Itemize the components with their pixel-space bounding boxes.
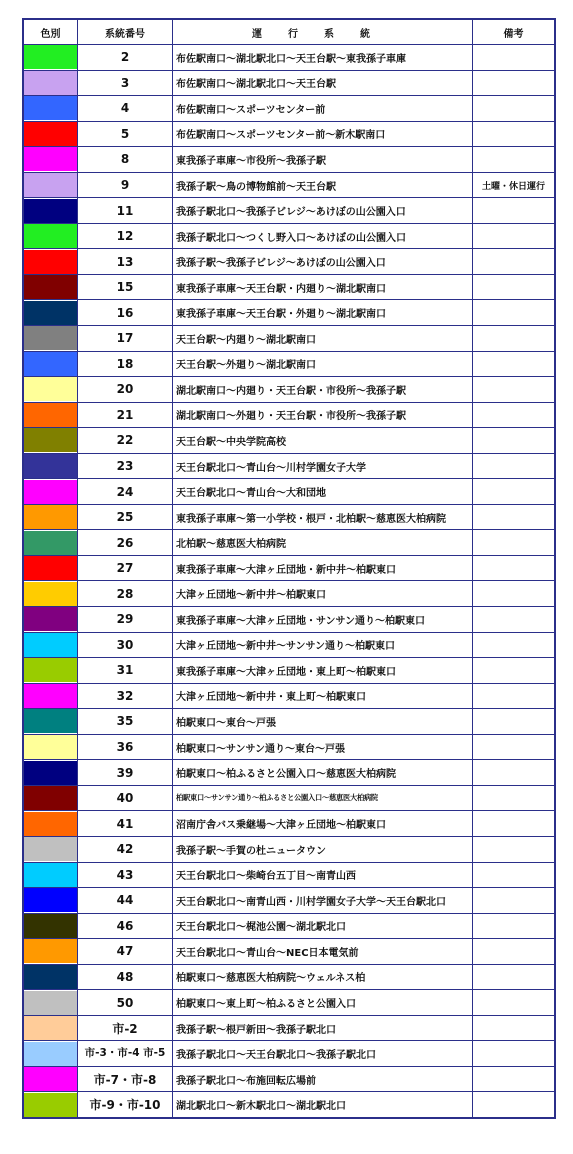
route-note xyxy=(473,632,556,658)
table-row xyxy=(23,913,555,939)
color-swatch xyxy=(24,173,77,197)
color-swatch-cell xyxy=(23,121,78,147)
color-swatch xyxy=(24,352,77,376)
route-note xyxy=(473,402,556,428)
route-note xyxy=(473,198,556,224)
table-row xyxy=(23,1092,555,1118)
route-number: 35 xyxy=(78,709,173,735)
table-row xyxy=(23,632,555,658)
table-row xyxy=(23,172,555,198)
color-swatch-cell xyxy=(23,913,78,939)
route-number: 市-7・市-8 xyxy=(78,1066,173,1092)
route-note xyxy=(473,351,556,377)
route-number: 31 xyxy=(78,658,173,684)
route-note xyxy=(473,300,556,326)
table-row xyxy=(23,428,555,454)
route-description: 天王台駅北口～青山台～大和団地 xyxy=(173,479,473,505)
color-swatch-cell xyxy=(23,836,78,862)
color-swatch-cell xyxy=(23,811,78,837)
route-number: 30 xyxy=(78,632,173,658)
route-number: 2 xyxy=(78,45,173,71)
table-row xyxy=(23,581,555,607)
color-swatch-cell xyxy=(23,530,78,556)
color-swatch-cell xyxy=(23,504,78,530)
route-number: 42 xyxy=(78,836,173,862)
route-description: 布佐駅南口～湖北駅北口～天王台駅 xyxy=(173,70,473,96)
color-swatch xyxy=(24,147,77,171)
color-swatch xyxy=(24,505,77,529)
route-note xyxy=(473,760,556,786)
color-swatch xyxy=(24,556,77,580)
route-note xyxy=(473,147,556,173)
color-swatch xyxy=(24,658,77,682)
color-swatch-cell xyxy=(23,428,78,454)
route-number: 17 xyxy=(78,326,173,352)
route-description: 天王台駅北口～青山台～NEC日本電気前 xyxy=(173,939,473,965)
color-swatch-cell xyxy=(23,147,78,173)
color-swatch-cell xyxy=(23,300,78,326)
route-note xyxy=(473,709,556,735)
color-swatch-cell xyxy=(23,326,78,352)
color-swatch-cell xyxy=(23,888,78,914)
color-swatch-cell xyxy=(23,70,78,96)
route-number: 29 xyxy=(78,607,173,633)
table-row xyxy=(23,862,555,888)
route-number: 28 xyxy=(78,581,173,607)
route-description: 大津ヶ丘団地～新中井～柏駅東口 xyxy=(173,581,473,607)
route-description: 布佐駅南口～スポーツセンター前～新木駅南口 xyxy=(173,121,473,147)
color-swatch xyxy=(24,633,77,657)
table-row xyxy=(23,223,555,249)
route-number: 40 xyxy=(78,785,173,811)
color-swatch-cell xyxy=(23,1015,78,1041)
table-row xyxy=(23,607,555,633)
route-note xyxy=(473,607,556,633)
table-row xyxy=(23,351,555,377)
table-body xyxy=(23,45,555,1118)
route-description: 柏駅東口～柏ふるさと公園入口～慈恵医大柏病院 xyxy=(173,760,473,786)
route-number: 16 xyxy=(78,300,173,326)
table-row xyxy=(23,198,555,224)
color-swatch xyxy=(24,122,77,146)
color-swatch xyxy=(24,991,77,1015)
route-number: 12 xyxy=(78,223,173,249)
color-swatch xyxy=(24,607,77,631)
route-number: 市-9・市-10 xyxy=(78,1092,173,1118)
color-swatch xyxy=(24,96,77,120)
color-swatch-cell xyxy=(23,964,78,990)
route-note xyxy=(473,964,556,990)
route-note xyxy=(473,913,556,939)
color-swatch xyxy=(24,1042,77,1066)
route-description: 我孫子駅北口～天王台駅北口～我孫子駅北口 xyxy=(173,1041,473,1067)
color-swatch-cell xyxy=(23,1041,78,1067)
route-note xyxy=(473,734,556,760)
table-row xyxy=(23,121,555,147)
route-description: 東我孫子車庫～大津ヶ丘団地・サンサン通り～柏駅東口 xyxy=(173,607,473,633)
route-number: 21 xyxy=(78,402,173,428)
header-note: 備考 xyxy=(473,19,556,45)
route-note xyxy=(473,683,556,709)
route-table xyxy=(22,18,556,1119)
table-row xyxy=(23,734,555,760)
color-swatch-cell xyxy=(23,198,78,224)
route-description: 東我孫子車庫～大津ヶ丘団地・新中井～柏駅東口 xyxy=(173,555,473,581)
color-swatch-cell xyxy=(23,96,78,122)
route-note xyxy=(473,249,556,275)
route-note xyxy=(473,274,556,300)
table-row xyxy=(23,555,555,581)
header-route: 運行系統 xyxy=(173,19,473,45)
route-number: 市-2 xyxy=(78,1015,173,1041)
table-row xyxy=(23,888,555,914)
route-number: 13 xyxy=(78,249,173,275)
route-number: 39 xyxy=(78,760,173,786)
color-swatch xyxy=(24,403,77,427)
route-description: 東我孫子車庫～天王台駅・外廻り～湖北駅南口 xyxy=(173,300,473,326)
route-number: 18 xyxy=(78,351,173,377)
color-swatch-cell xyxy=(23,862,78,888)
route-description: 柏駅東口～サンサン通り～柏ふるさと公園入口～慈恵医大柏病院 xyxy=(173,785,473,811)
table-row xyxy=(23,785,555,811)
color-swatch xyxy=(24,480,77,504)
color-swatch xyxy=(24,224,77,248)
route-note xyxy=(473,1066,556,1092)
table-row xyxy=(23,990,555,1016)
color-swatch xyxy=(24,837,77,861)
route-description: 柏駅東口～東上町～柏ふるさと公園入口 xyxy=(173,990,473,1016)
route-note xyxy=(473,581,556,607)
route-note xyxy=(473,658,556,684)
color-swatch xyxy=(24,301,77,325)
route-description: 東我孫子車庫～市役所～我孫子駅 xyxy=(173,147,473,173)
color-swatch xyxy=(24,709,77,733)
route-description: 布佐駅南口～スポーツセンター前 xyxy=(173,96,473,122)
color-swatch xyxy=(24,377,77,401)
color-swatch xyxy=(24,275,77,299)
color-swatch xyxy=(24,326,77,350)
color-swatch-cell xyxy=(23,274,78,300)
table-row xyxy=(23,479,555,505)
route-description: 天王台駅～外廻り～湖北駅南口 xyxy=(173,351,473,377)
route-number: 5 xyxy=(78,121,173,147)
route-number: 48 xyxy=(78,964,173,990)
route-note xyxy=(473,504,556,530)
route-note xyxy=(473,811,556,837)
color-swatch xyxy=(24,863,77,887)
route-note xyxy=(473,530,556,556)
route-description: 我孫子駅北口～つくし野入口～あけぼの山公園入口 xyxy=(173,223,473,249)
route-description: 我孫子駅～鳥の博物館前～天王台駅 xyxy=(173,172,473,198)
table-row xyxy=(23,939,555,965)
route-number: 20 xyxy=(78,377,173,403)
route-number: 4 xyxy=(78,96,173,122)
route-description: 我孫子駅～我孫子ビレジ～あけぼの山公園入口 xyxy=(173,249,473,275)
route-note xyxy=(473,1092,556,1118)
route-note xyxy=(473,45,556,71)
route-number: 26 xyxy=(78,530,173,556)
color-swatch xyxy=(24,761,77,785)
route-note: 土曜・休日運行 xyxy=(473,172,556,198)
color-swatch-cell xyxy=(23,223,78,249)
route-description: 大津ヶ丘団地～新中井～サンサン通り～柏駅東口 xyxy=(173,632,473,658)
table-row xyxy=(23,147,555,173)
table-row xyxy=(23,658,555,684)
color-swatch xyxy=(24,1016,77,1040)
color-swatch-cell xyxy=(23,760,78,786)
route-description: 沼南庁舎バス乗継場～大津ヶ丘団地～柏駅東口 xyxy=(173,811,473,837)
table-row xyxy=(23,964,555,990)
table-row xyxy=(23,811,555,837)
table-row xyxy=(23,453,555,479)
route-note xyxy=(473,1015,556,1041)
route-note xyxy=(473,428,556,454)
route-number: 41 xyxy=(78,811,173,837)
route-description: 柏駅東口～東台～戸張 xyxy=(173,709,473,735)
route-description: 東我孫子車庫～天王台駅・内廻り～湖北駅南口 xyxy=(173,274,473,300)
route-note xyxy=(473,453,556,479)
color-swatch-cell xyxy=(23,734,78,760)
table-row xyxy=(23,326,555,352)
color-swatch xyxy=(24,45,77,69)
route-note xyxy=(473,785,556,811)
table-row xyxy=(23,683,555,709)
route-number: 11 xyxy=(78,198,173,224)
color-swatch-cell xyxy=(23,402,78,428)
route-note xyxy=(473,555,556,581)
table-row xyxy=(23,1041,555,1067)
table-row xyxy=(23,96,555,122)
color-swatch xyxy=(24,965,77,989)
route-note xyxy=(473,70,556,96)
color-swatch-cell xyxy=(23,479,78,505)
route-description: 我孫子駅北口～我孫子ビレジ～あけぼの山公園入口 xyxy=(173,198,473,224)
color-swatch xyxy=(24,888,77,912)
color-swatch xyxy=(24,582,77,606)
color-swatch-cell xyxy=(23,709,78,735)
route-number: 市-3・市-4 市-5 xyxy=(78,1041,173,1067)
route-number: 25 xyxy=(78,504,173,530)
route-note xyxy=(473,888,556,914)
color-swatch-cell xyxy=(23,351,78,377)
route-description: 我孫子駅北口～布施回転広場前 xyxy=(173,1066,473,1092)
color-swatch-cell xyxy=(23,45,78,71)
color-swatch xyxy=(24,531,77,555)
color-swatch xyxy=(24,939,77,963)
color-swatch xyxy=(24,428,77,452)
route-description: 柏駅東口～慈恵医大柏病院～ウェルネス柏 xyxy=(173,964,473,990)
table-row xyxy=(23,377,555,403)
route-description: 我孫子駅～根戸新田～我孫子駅北口 xyxy=(173,1015,473,1041)
color-swatch-cell xyxy=(23,785,78,811)
color-swatch-cell xyxy=(23,172,78,198)
color-swatch-cell xyxy=(23,249,78,275)
color-swatch-cell xyxy=(23,1092,78,1118)
table-row xyxy=(23,1066,555,1092)
color-swatch xyxy=(24,914,77,938)
route-number: 47 xyxy=(78,939,173,965)
route-description: 湖北駅北口～新木駅北口～湖北駅北口 xyxy=(173,1092,473,1118)
table-row xyxy=(23,709,555,735)
route-note xyxy=(473,326,556,352)
color-swatch-cell xyxy=(23,607,78,633)
route-note xyxy=(473,121,556,147)
route-number: 44 xyxy=(78,888,173,914)
table-row xyxy=(23,760,555,786)
color-swatch xyxy=(24,786,77,810)
route-note xyxy=(473,990,556,1016)
table-row xyxy=(23,300,555,326)
table-row xyxy=(23,504,555,530)
route-description: 天王台駅北口～梶池公園～湖北駅北口 xyxy=(173,913,473,939)
color-swatch xyxy=(24,684,77,708)
route-number: 43 xyxy=(78,862,173,888)
color-swatch xyxy=(24,454,77,478)
route-note xyxy=(473,377,556,403)
route-description: 天王台駅北口～南青山西・川村学園女子大学～天王台駅北口 xyxy=(173,888,473,914)
color-swatch xyxy=(24,812,77,836)
color-swatch xyxy=(24,1093,77,1117)
route-number: 46 xyxy=(78,913,173,939)
color-swatch-cell xyxy=(23,939,78,965)
table-row xyxy=(23,70,555,96)
route-number: 50 xyxy=(78,990,173,1016)
header-number: 系統番号 xyxy=(78,19,173,45)
header-color: 色別 xyxy=(23,19,78,45)
table-row xyxy=(23,249,555,275)
route-note xyxy=(473,223,556,249)
color-swatch-cell xyxy=(23,453,78,479)
color-swatch-cell xyxy=(23,683,78,709)
table-header-row xyxy=(23,19,555,45)
route-note xyxy=(473,96,556,122)
table-row xyxy=(23,836,555,862)
route-description: 天王台駅～内廻り～湖北駅南口 xyxy=(173,326,473,352)
route-description: 天王台駅北口～柴崎台五丁目～南青山西 xyxy=(173,862,473,888)
route-number: 32 xyxy=(78,683,173,709)
table-row xyxy=(23,1015,555,1041)
route-number: 36 xyxy=(78,734,173,760)
color-swatch-cell xyxy=(23,990,78,1016)
table-row xyxy=(23,274,555,300)
route-note xyxy=(473,479,556,505)
route-description: 大津ヶ丘団地～新中井・東上町～柏駅東口 xyxy=(173,683,473,709)
route-number: 24 xyxy=(78,479,173,505)
route-number: 9 xyxy=(78,172,173,198)
route-number: 15 xyxy=(78,274,173,300)
color-swatch-cell xyxy=(23,658,78,684)
route-number: 27 xyxy=(78,555,173,581)
color-swatch xyxy=(24,735,77,759)
color-swatch-cell xyxy=(23,581,78,607)
route-description: 東我孫子車庫～大津ヶ丘団地・東上町～柏駅東口 xyxy=(173,658,473,684)
route-number: 23 xyxy=(78,453,173,479)
table-row xyxy=(23,45,555,71)
route-description: 柏駅東口～サンサン通り～東台～戸張 xyxy=(173,734,473,760)
table-row xyxy=(23,402,555,428)
color-swatch xyxy=(24,250,77,274)
route-description: 天王台駅北口～青山台～川村学園女子大学 xyxy=(173,453,473,479)
route-description: 我孫子駅～手賀の杜ニュータウン xyxy=(173,836,473,862)
color-swatch-cell xyxy=(23,377,78,403)
color-swatch xyxy=(24,1067,77,1091)
color-swatch xyxy=(24,199,77,223)
route-description: 東我孫子車庫～第一小学校・根戸・北柏駅～慈恵医大柏病院 xyxy=(173,504,473,530)
table-row xyxy=(23,530,555,556)
route-note xyxy=(473,862,556,888)
color-swatch-cell xyxy=(23,1066,78,1092)
color-swatch-cell xyxy=(23,555,78,581)
route-description: 湖北駅南口～外廻り・天王台駅・市役所～我孫子駅 xyxy=(173,402,473,428)
route-description: 布佐駅南口～湖北駅北口～天王台駅～東我孫子車庫 xyxy=(173,45,473,71)
route-note xyxy=(473,1041,556,1067)
route-description: 北柏駅～慈恵医大柏病院 xyxy=(173,530,473,556)
route-note xyxy=(473,836,556,862)
route-note xyxy=(473,939,556,965)
color-swatch-cell xyxy=(23,632,78,658)
route-description: 湖北駅南口～内廻り・天王台駅・市役所～我孫子駅 xyxy=(173,377,473,403)
color-swatch xyxy=(24,71,77,95)
route-number: 3 xyxy=(78,70,173,96)
route-number: 22 xyxy=(78,428,173,454)
route-number: 8 xyxy=(78,147,173,173)
route-description: 天王台駅～中央学院高校 xyxy=(173,428,473,454)
